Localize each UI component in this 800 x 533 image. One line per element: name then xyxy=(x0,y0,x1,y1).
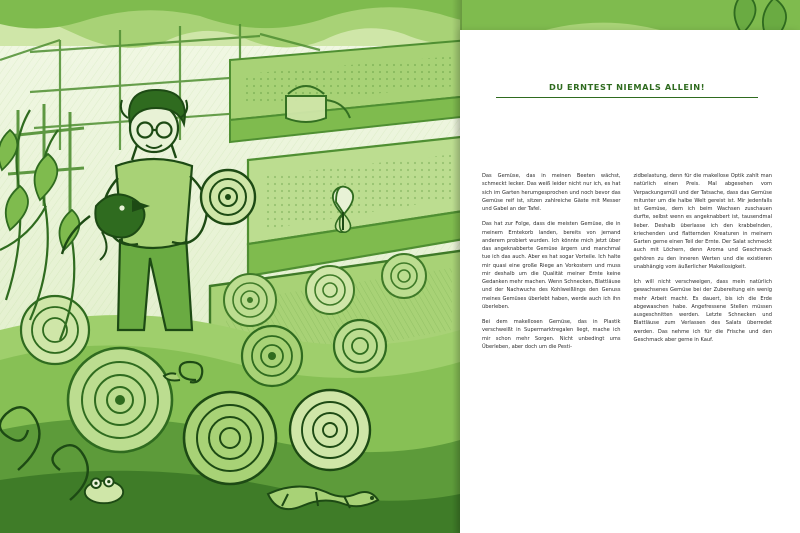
text-columns xyxy=(482,172,772,351)
paragraph: Das hat zur Folge, dass die meisten Gemüse, die in meinem Erntekorb landen, bereits von jemand anderem probiert wurden. Ich könnte mich jetzt über das angeknabberte Gemüse ärgern und manchmal tue ich das auch. Aber es hat sogar Vorteile. Ich halte mir quasi eine große Riege an Vorkostern und muss mir deshalb um die Qualität meiner Ernte keine Gedanken mehr machen. Wenn Schnecken, Blattläuse und der Nachwuchs des Kohlweißlings den Genuss meines Gemüses überlebt haben, werde auch ich ihn überleben. xyxy=(482,221,621,310)
paragraph: Das Gemüse, das in meinen Beeten wächst, schmeckt lecker. Das weiß leider nicht nur ich, es hat sich im Garten herumgesprochen und noch bevor das Gemüse reif ist, sitzen zahlreiche Gäste mit Messer und Gabel an der Tafel. xyxy=(482,173,621,212)
text-column-left xyxy=(482,172,621,351)
paragraph: zidbelastung, denn für die makellose Optik zahlt man natürlich einen Preis. Mal abgesehen vom Verpackungsmüll und der Tatsache, dass das Gemüse mitunter um die halbe Welt gereist ist. Mir jedenfalls ist Gemüse, dem ich beim Wachsen zuschauen durfte, selbst wenn es angeknabbert ist, tausendmal lieber. Deshalb überlasse ich den krabbelnden, kriechenden und flatternden Kreaturen in meinem Garten gerne einen Teil der Ernte. Der Salat schmeckt auch mit Löchern, denn Aroma und Geschmack gehören zu den inneren Werten und die existieren unabhängig vom äußerlicher Makellosigkeit. xyxy=(633,173,772,270)
paragraph: Bei dem makellosen Gemüse, das in Plastik verschweißt in Supermarktregalen liegt, mache ich mir schon mehr Sorgen. Nicht unbedingt ums Überleben, aber doch um die Pesti- xyxy=(482,319,621,350)
held-cabbage xyxy=(201,170,255,224)
text-column-right xyxy=(634,172,773,351)
paragraph: Ich will nicht verschweigen, dass mein natürlich gewachsenes Gemüse bei der Zubereitung ein wenig mehr Arbeit macht. Es dauert, bis ich die Erde abgewaschen habe. Angefressene Stellen müssen ausgeschnitten werden. Letzte Schnecken und Blattläuse zum Verlassen des Salats überredet werden. Das nehme ich für die Frische und den Geschmack aber gerne in Kauf. xyxy=(633,279,772,343)
page-headline: DU ERNTEST NIEMALS ALLEIN! xyxy=(496,82,758,98)
text-page xyxy=(460,30,800,533)
